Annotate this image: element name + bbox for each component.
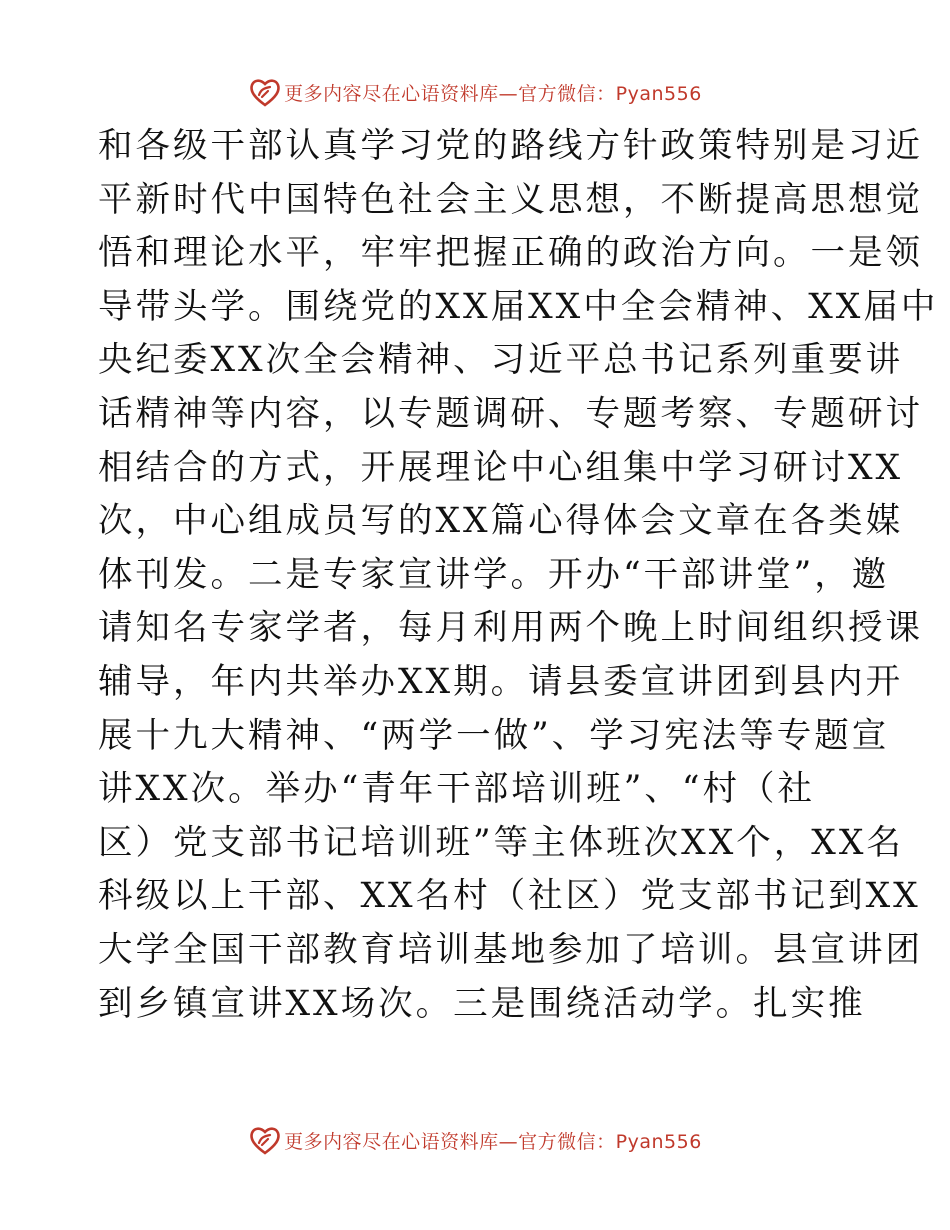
- heart-seal-logo-icon: [248, 1123, 282, 1157]
- body-line: 相结合的方式，开展理论中心组集中学习研讨XX: [98, 447, 904, 488]
- body-line: 平新时代中国特色社会主义思想，不断提高思想觉: [98, 179, 923, 220]
- body-line: 展十九大精神、“两学一做”、学习宪法等专题宣: [98, 715, 890, 756]
- document-body: [98, 120, 939, 1031]
- header-banner: [0, 72, 950, 112]
- banner-text: 更多内容尽在心语资料库—官方微信：Pyan556: [284, 82, 702, 105]
- body-line: 请知名专家学者，每月利用两个晚上时间组织授课: [98, 608, 923, 649]
- body-line: 次，中心组成员写的XX篇心得体会文章在各类媒: [98, 501, 904, 542]
- footer-banner: [0, 1120, 950, 1160]
- body-line: 导带头学。围绕党的XX届XX中全会精神、XX届中: [98, 286, 939, 327]
- body-line: 辅导，年内共举办XX期。请县委宣讲团到县内开: [98, 661, 904, 702]
- banner-text: 更多内容尽在心语资料库—官方微信：Pyan556: [284, 1130, 702, 1153]
- body-line: 话精神等内容，以专题调研、专题考察、专题研讨: [98, 393, 923, 434]
- body-line: 讲XX次。举办“青年干部培训班”、“村（社: [98, 769, 816, 810]
- body-line: 和各级干部认真学习党的路线方针政策特别是习近: [98, 126, 923, 166]
- body-line: 区）党支部书记培训班”等主体班次XX个，XX名: [98, 822, 904, 863]
- body-line: 科级以上干部、XX名村（社区）党支部书记到XX: [98, 876, 921, 917]
- body-line: 到乡镇宣讲XX场次。三是围绕活动学。扎实推: [98, 983, 866, 1024]
- body-line: 体刊发。二是专家宣讲学。开办“干部讲堂”，邀: [98, 554, 890, 595]
- body-line: 央纪委XX次全会精神、习近平总书记系列重要讲: [98, 340, 904, 381]
- heart-seal-logo-icon: [248, 75, 282, 109]
- body-line: 大学全国干部教育培训基地参加了培训。县宣讲团: [98, 929, 923, 970]
- body-line: 悟和理论水平，牢牢把握正确的政治方向。一是领: [98, 233, 923, 274]
